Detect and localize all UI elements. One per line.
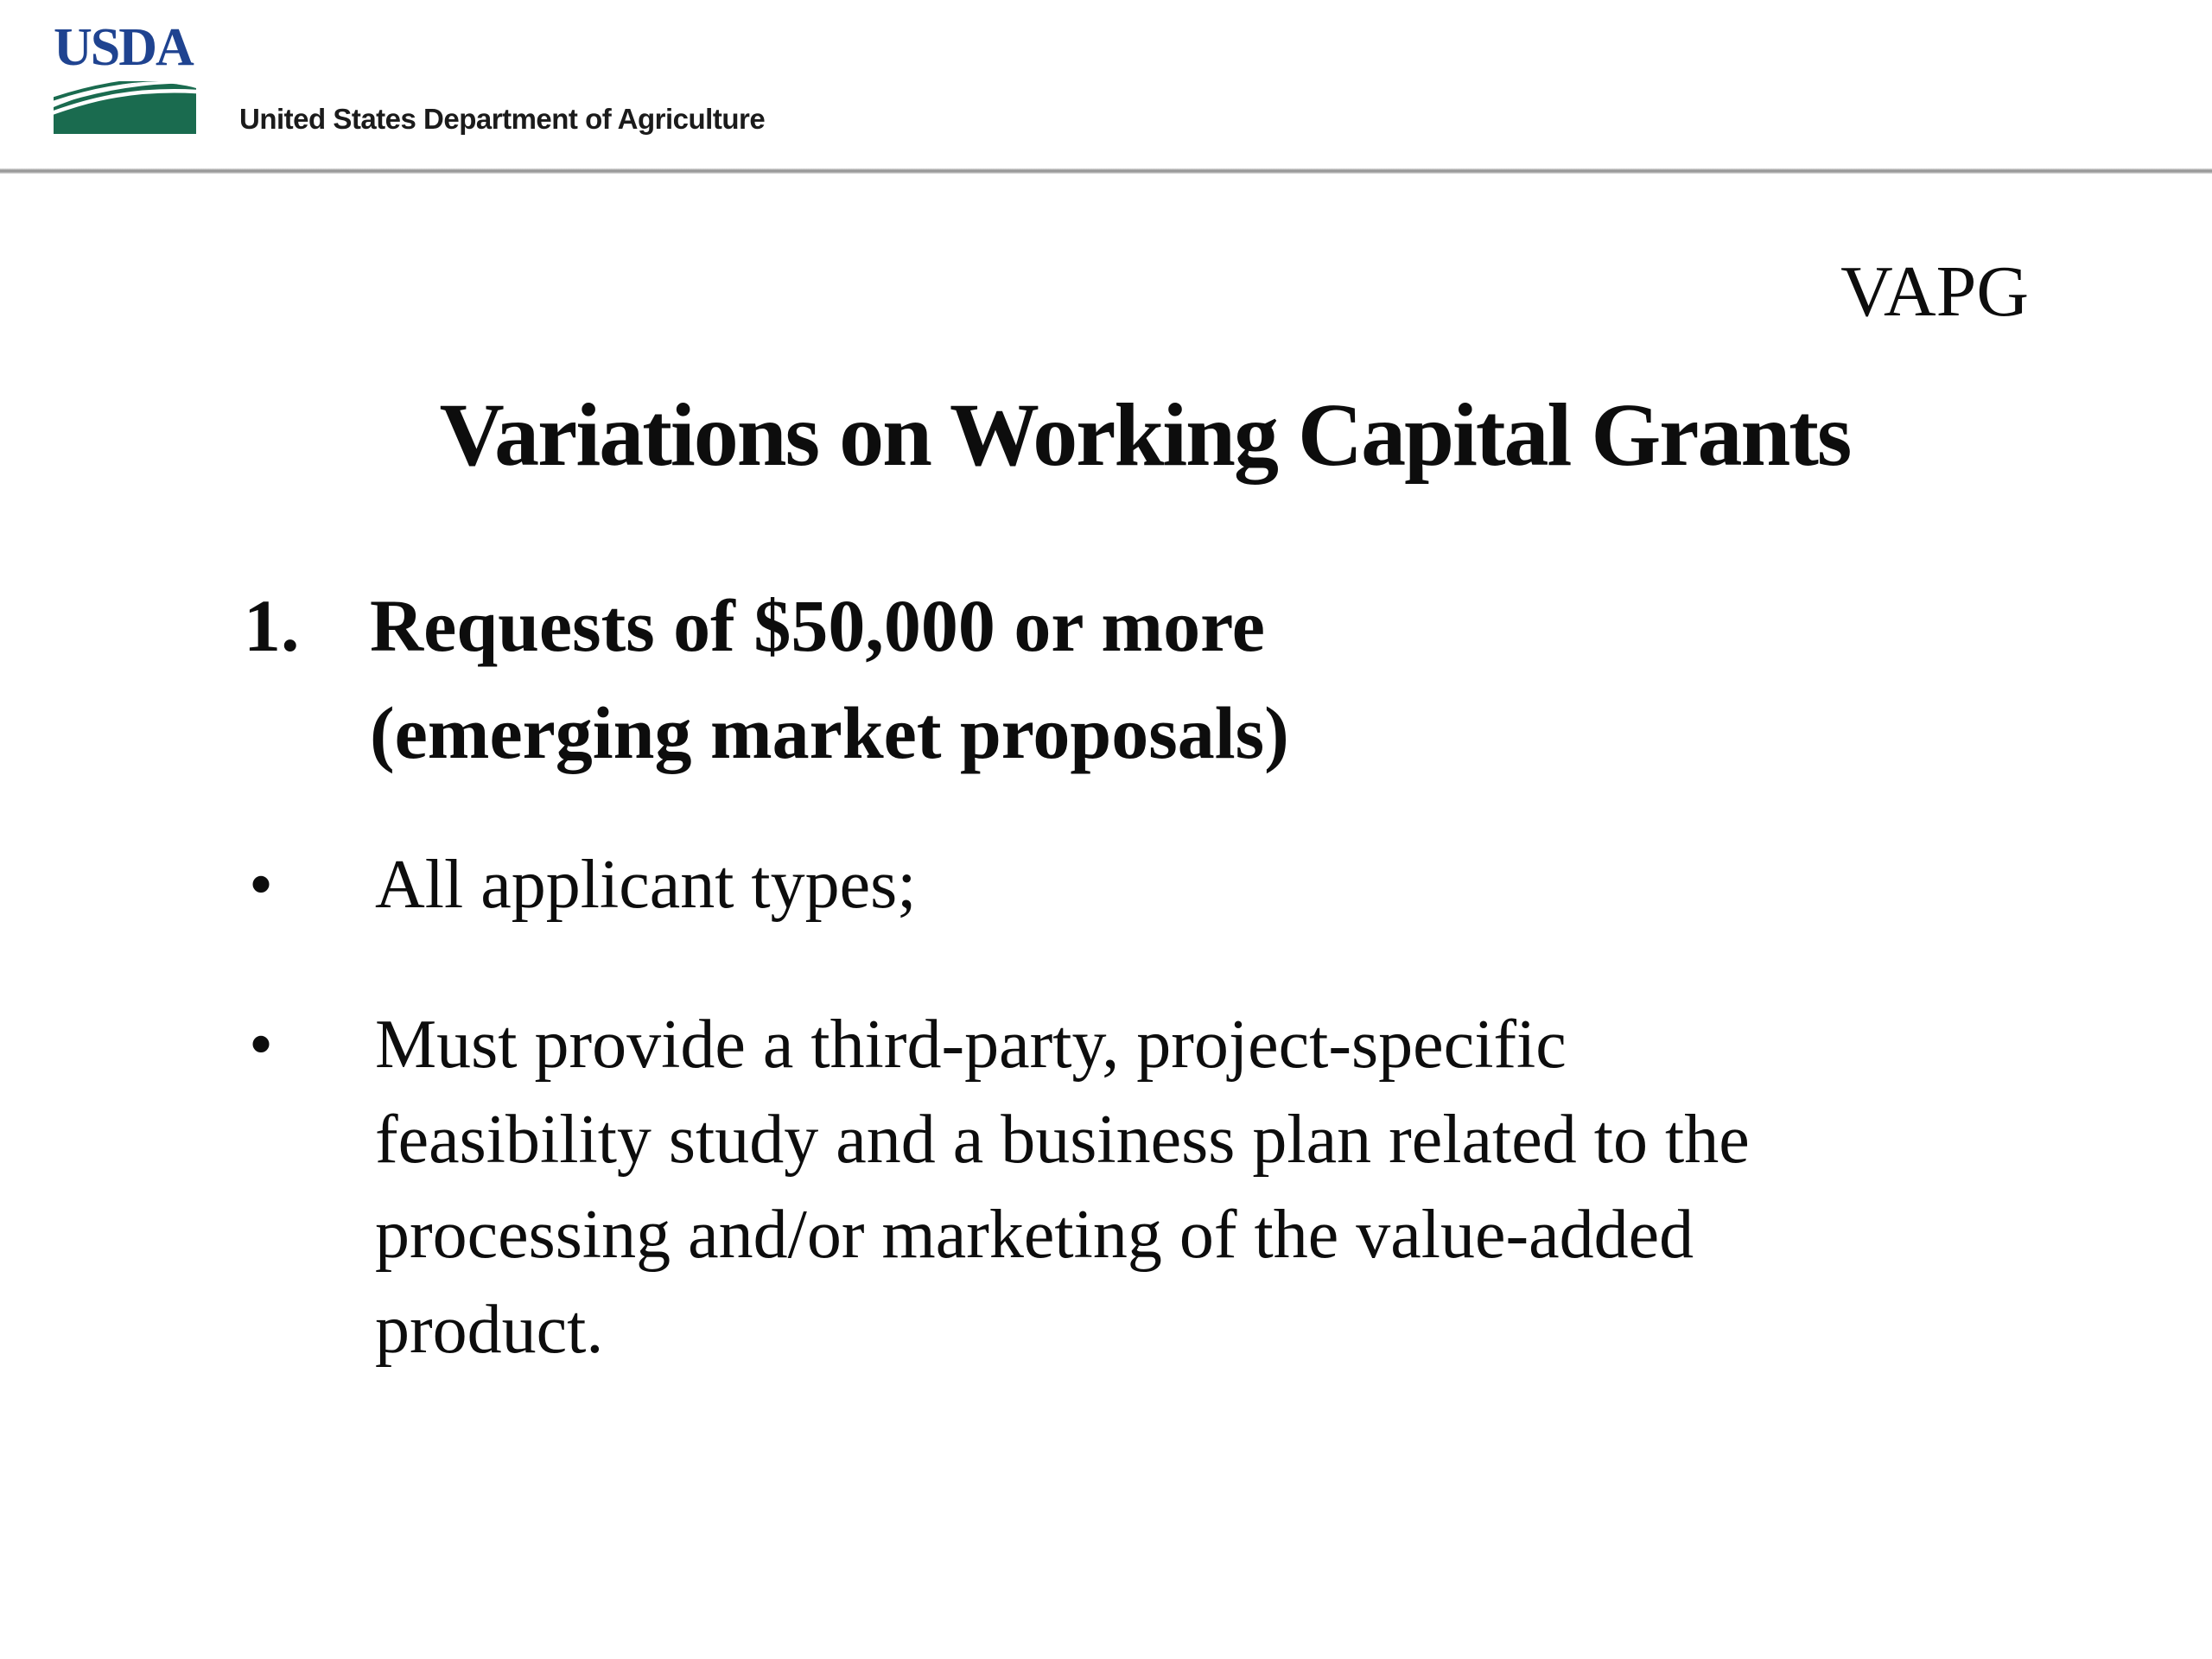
numbered-item-text: Requests of $50,000 or more (emerging market proposals) [370, 584, 1289, 774]
slide-content [244, 572, 2093, 1377]
org-name-label: United States Department of Agriculture [239, 103, 766, 135]
list-number: 1. [244, 584, 300, 667]
bullet-item-text: All applicant types; [375, 847, 917, 923]
bullet-item-text: Must provide a third-party, project-specific feasibility study and a business plan related to the processing and/or marketing of the value-added product. [375, 1007, 1750, 1368]
bullet-icon: • [249, 847, 274, 923]
header-divider [0, 168, 2212, 174]
numbered-item [244, 572, 2093, 786]
usda-field-icon [54, 81, 196, 134]
corner-label-vapg: VAPG [1840, 251, 2029, 332]
bullet-item [244, 997, 2093, 1377]
usda-logo-text: USDA [54, 18, 193, 77]
slide-title: Variations on Working Capital Grants [439, 385, 1851, 485]
bullet-item [244, 835, 2093, 935]
bullet-icon: • [249, 1007, 274, 1083]
